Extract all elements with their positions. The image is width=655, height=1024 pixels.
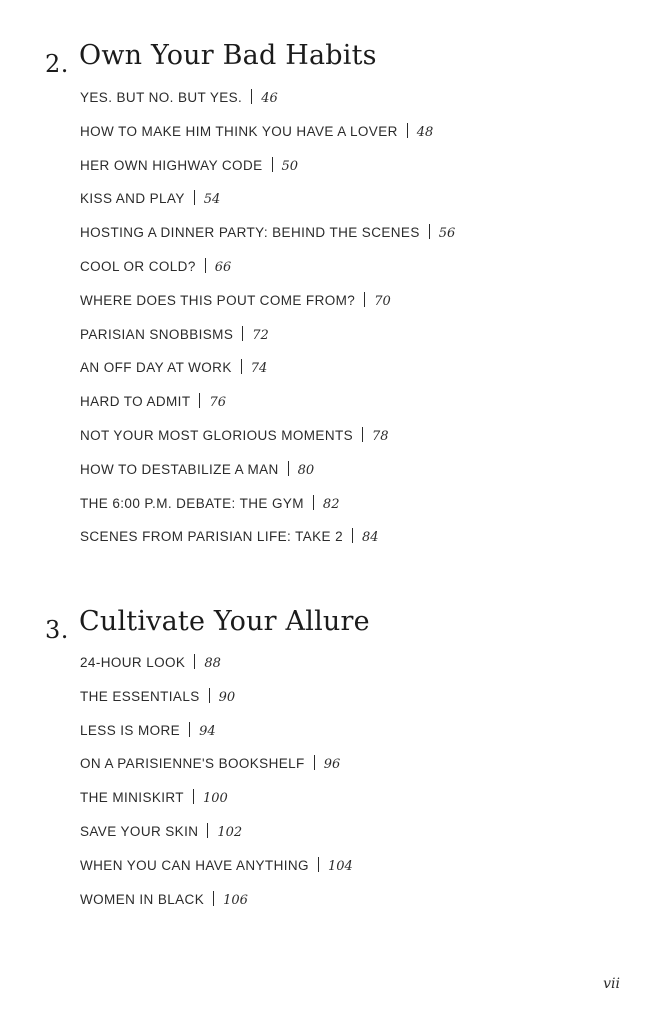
entry-separator	[362, 427, 363, 442]
toc-entry	[80, 822, 353, 856]
toc-entry	[80, 189, 455, 223]
toc-entry-page-number: 46	[261, 91, 278, 106]
toc-entry-title: THE 6:00 P.M. DEBATE: THE GYM	[80, 495, 304, 511]
toc-entry-page-number: 54	[203, 192, 221, 208]
entry-separator	[429, 224, 430, 239]
toc-entry	[80, 88, 455, 122]
entry-separator	[194, 654, 195, 669]
toc-entry-title: KISS AND PLAY	[80, 191, 185, 207]
toc-section-own-your-bad-habits	[0, 38, 655, 546]
toc-entry-page-number: 48	[416, 124, 434, 140]
section-number: 2.	[45, 50, 69, 78]
entry-separator	[364, 292, 365, 307]
toc-entry-list	[80, 88, 455, 561]
toc-entry-page-number: 96	[323, 757, 341, 773]
toc-entry	[80, 223, 455, 257]
toc-entry-page-number: 76	[209, 395, 227, 411]
toc-entry-title: HOSTING A DINNER PARTY: BEHIND THE SCENES	[80, 225, 420, 241]
entry-separator	[318, 857, 319, 872]
section-heading	[0, 604, 655, 652]
toc-entry-page-number: 72	[252, 327, 269, 343]
toc-entry	[80, 156, 455, 190]
toc-entry	[80, 460, 455, 494]
toc-entry-title: WHEN YOU CAN HAVE ANYTHING	[80, 857, 309, 873]
section-title: Cultivate Your Allure	[79, 606, 370, 637]
toc-entry-page-number: 74	[250, 361, 268, 377]
toc-entry-list	[80, 653, 353, 923]
toc-entry	[80, 788, 353, 822]
section-number: 3.	[45, 616, 69, 644]
entry-separator	[205, 258, 206, 273]
toc-section-cultivate-your-allure	[0, 604, 655, 908]
entry-separator	[352, 528, 353, 543]
toc-entry	[80, 122, 455, 156]
toc-entry-title: YES. BUT NO. BUT YES.	[80, 90, 243, 105]
toc-entry	[80, 494, 455, 528]
entry-separator	[207, 823, 208, 838]
toc-entry-title: WHERE DOES THIS POUT COME FROM?	[80, 292, 356, 308]
toc-entry-page-number: 56	[438, 226, 456, 242]
entry-separator	[189, 722, 190, 737]
toc-entry-title: LESS IS MORE	[80, 722, 181, 738]
toc-entry	[80, 426, 455, 460]
toc-entry-title: 24-HOUR LOOK	[80, 655, 186, 670]
entry-separator	[213, 891, 214, 906]
toc-entry-title: SCENES FROM PARISIAN LIFE: TAKE 2	[80, 529, 344, 545]
toc-entry-title: PARISIAN SNOBBISMS	[80, 326, 234, 342]
toc-entry-title: THE ESSENTIALS	[80, 688, 200, 704]
toc-entry-title: HER OWN HIGHWAY CODE	[80, 157, 263, 173]
entry-separator	[209, 688, 210, 703]
toc-entry	[80, 890, 353, 924]
toc-entry-title: HOW TO MAKE HIM THINK YOU HAVE A LOVER	[80, 123, 398, 139]
toc-entry-page-number: 106	[223, 892, 248, 908]
entry-separator	[241, 359, 242, 374]
entry-separator	[407, 123, 408, 138]
entry-separator	[193, 789, 194, 804]
entry-separator	[272, 157, 273, 172]
toc-entry	[80, 257, 455, 291]
toc-entry-page-number: 50	[281, 158, 299, 174]
entry-separator	[194, 190, 195, 205]
entry-separator	[251, 89, 252, 104]
toc-entry	[80, 754, 353, 788]
toc-entry-title: WOMEN IN BLACK	[80, 891, 205, 907]
entry-separator	[288, 461, 289, 476]
toc-entry-page-number: 84	[362, 530, 379, 546]
toc-entry-page-number: 94	[199, 723, 216, 739]
toc-entry	[80, 392, 455, 426]
toc-entry	[80, 856, 353, 890]
toc-entry-page-number: 66	[214, 259, 232, 275]
toc-entry-title: SAVE YOUR SKIN	[80, 823, 199, 839]
page-folio: vii	[603, 976, 620, 992]
toc-entry-page-number: 88	[204, 656, 221, 671]
entry-separator	[242, 326, 243, 341]
toc-entry-page-number: 82	[322, 496, 340, 512]
toc-entry-title: HARD TO ADMIT	[80, 394, 191, 410]
toc-entry-title: NOT YOUR MOST GLORIOUS MOMENTS	[80, 427, 354, 443]
toc-entry-title: THE MINISKIRT	[80, 790, 184, 806]
toc-entry	[80, 325, 455, 359]
toc-entry-page-number: 78	[372, 428, 389, 444]
entry-separator	[199, 393, 200, 408]
toc-entry	[80, 653, 353, 687]
toc-entry-title: HOW TO DESTABILIZE A MAN	[80, 461, 279, 477]
toc-entry	[80, 291, 455, 325]
toc-entry	[80, 358, 455, 392]
toc-entry	[80, 527, 455, 561]
toc-entry	[80, 687, 353, 721]
toc-entry-page-number: 104	[327, 858, 353, 874]
toc-entry-page-number: 90	[218, 689, 236, 705]
section-title: Own Your Bad Habits	[79, 40, 377, 71]
entry-separator	[314, 755, 315, 770]
toc-entry-title: ON A PARISIENNE'S BOOKSHELF	[80, 756, 305, 772]
toc-entry-title: AN OFF DAY AT WORK	[80, 360, 232, 376]
toc-entry	[80, 721, 353, 755]
entry-separator	[313, 495, 314, 510]
toc-entry-page-number: 70	[374, 293, 391, 309]
toc-entry-page-number: 80	[297, 462, 315, 478]
toc-entry-title: COOL OR COLD?	[80, 258, 196, 274]
section-heading	[0, 38, 655, 86]
toc-entry-page-number: 102	[217, 824, 243, 840]
toc-entry-page-number: 100	[202, 791, 228, 807]
